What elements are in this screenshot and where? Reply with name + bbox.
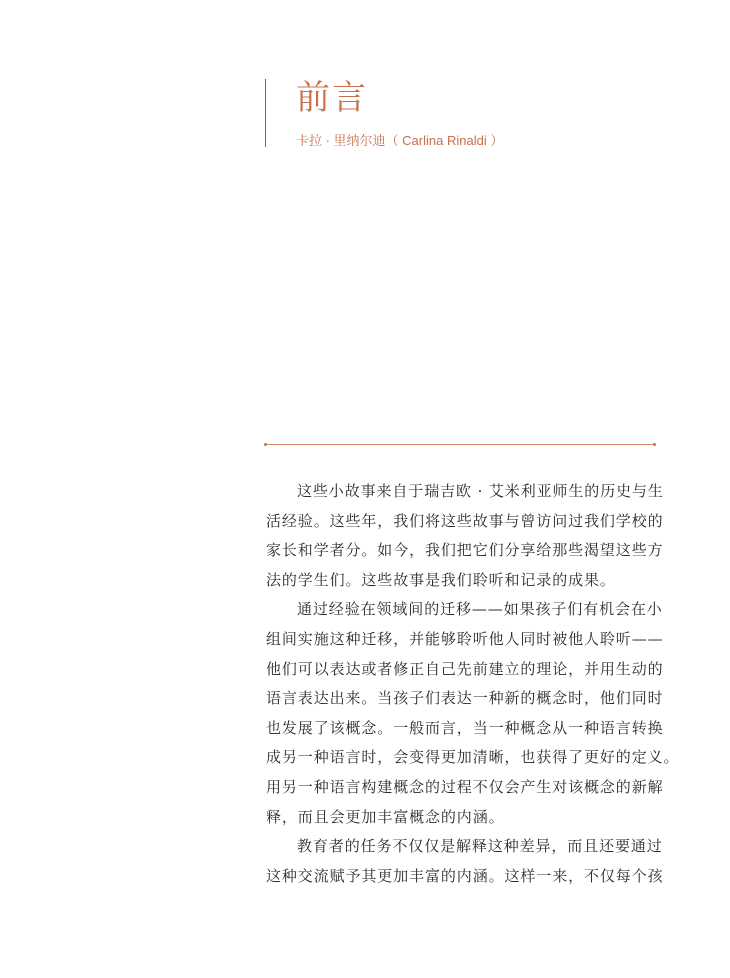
paragraph-2-line: 成另一种语言时，会变得更加清晰，也获得了更好的定义。 — [266, 748, 680, 767]
paragraph-3-line: 教育者的任务不仅仅是解释这种差异，而且还要通过 — [297, 837, 663, 856]
section-divider — [266, 444, 654, 445]
paragraph-2-line: 释，而且会更加丰富概念的内涵。 — [266, 807, 505, 826]
paragraph-2-line: 通过经验在领域间的迁移——如果孩子们有机会在小 — [297, 600, 663, 619]
paragraph-2-line: 用另一种语言构建概念的过程不仅会产生对该概念的新解 — [266, 777, 664, 796]
paragraph-1-line: 这些小故事来自于瑞吉欧 · 艾米利亚师生的历史与生 — [297, 482, 664, 500]
paragraph-1-line: 法的学生们。这些故事是我们聆听和记录的成果。 — [266, 570, 616, 589]
body-text — [266, 477, 680, 891]
paragraph-2-line: 他们可以表达或者修正自己先前建立的理论，并用生动的 — [266, 659, 664, 678]
page-title: 前言 — [296, 78, 368, 118]
paragraph-2-line: 也发展了该概念。一般而言，当一种概念从一种语言转换 — [266, 718, 664, 737]
paragraph-2-line: 组间实施这种迁移，并能够聆听他人同时被他人聆听—— — [266, 629, 664, 648]
paragraph-1-line: 家长和学者分。如今，我们把它们分享给那些渴望这些方 — [266, 541, 664, 560]
paragraph-1-line: 活经验。这些年，我们将这些故事与曾访问过我们学校的 — [266, 511, 664, 530]
paragraph-3-line: 这种交流赋予其更加丰富的内涵。这样一来，不仅每个孩 — [266, 866, 664, 885]
author-byline: 卡拉 · 里纳尔迪（ Carlina Rinaldi ） — [296, 133, 504, 148]
paragraph-2-line: 语言表达出来。当孩子们表达一种新的概念时，他们同时 — [266, 689, 664, 708]
heading-vertical-rule — [265, 79, 266, 147]
